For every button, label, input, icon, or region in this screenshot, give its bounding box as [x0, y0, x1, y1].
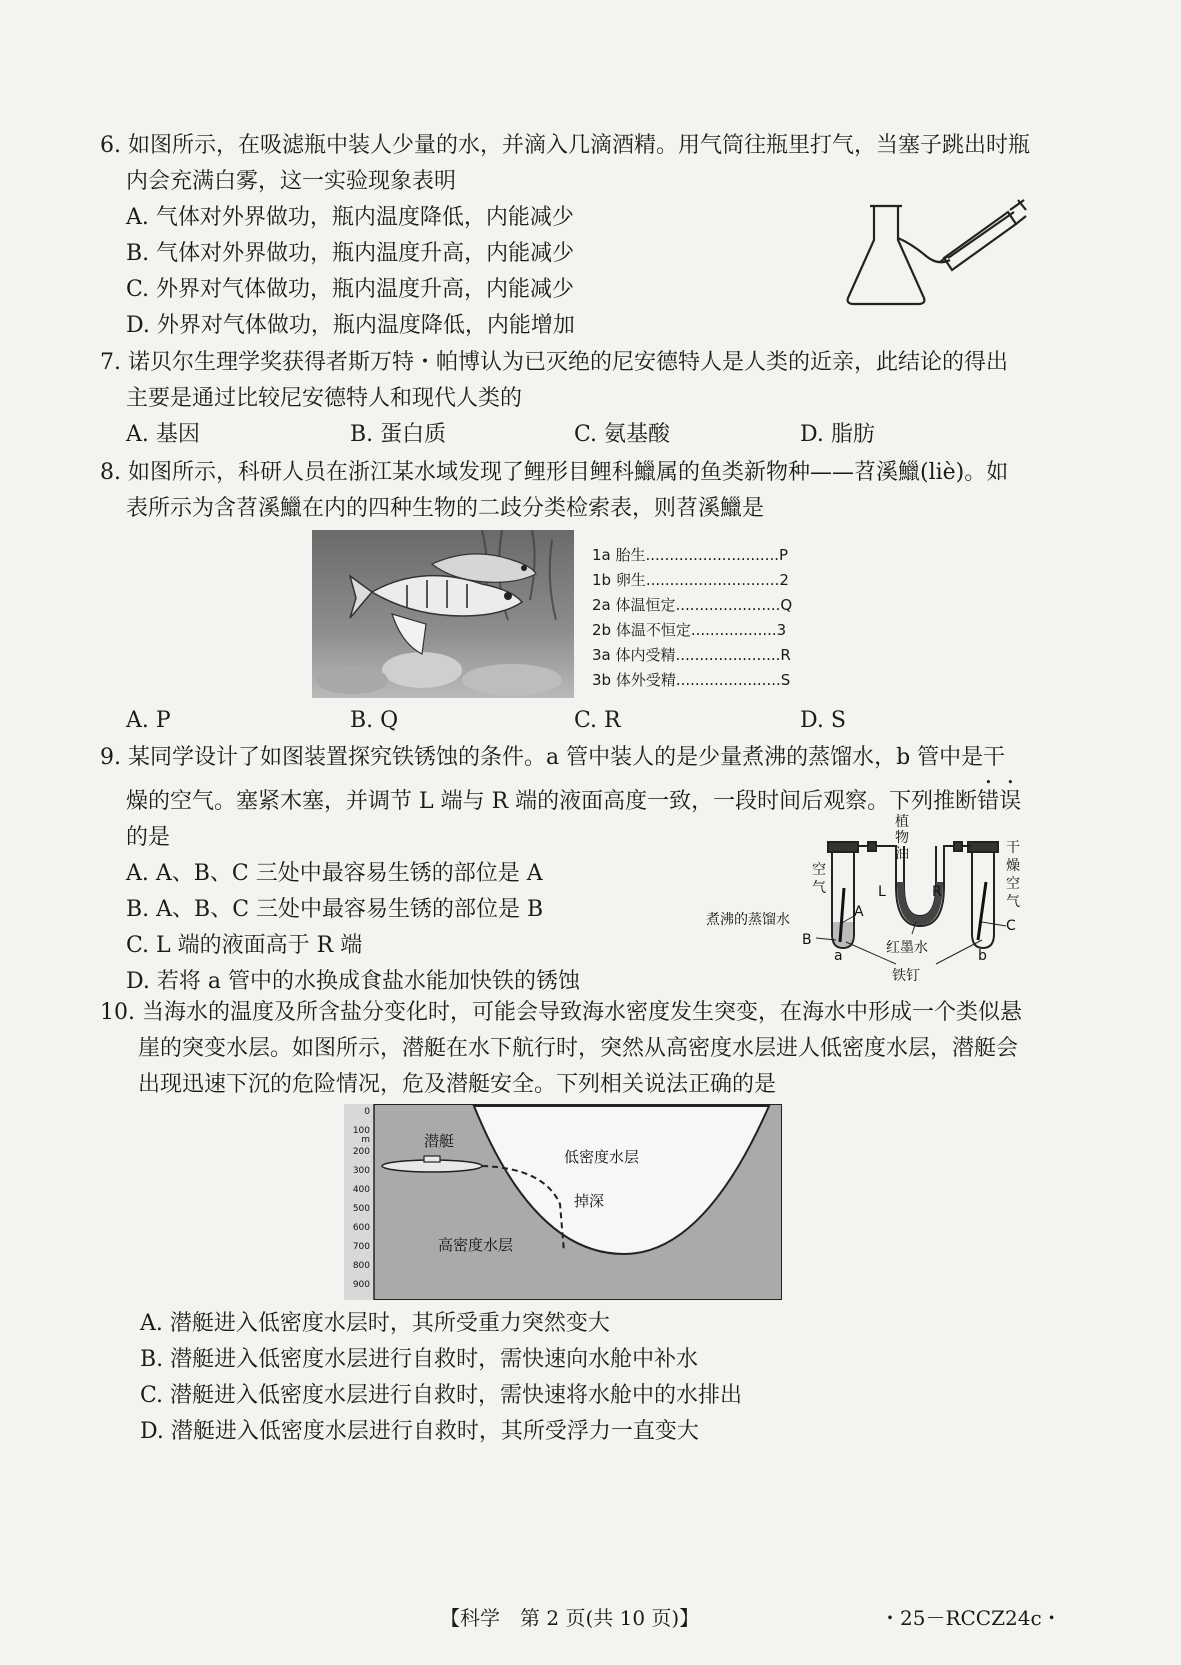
flask-icon	[848, 206, 950, 304]
pump-icon	[940, 200, 1026, 270]
q7-stem-line2: 主要是通过比较尼安德特人和现代人类的	[126, 386, 523, 411]
q9-option-c: C. L 端的液面高于 R 端	[126, 933, 363, 958]
label-tube-b: b	[978, 948, 987, 964]
q10-stem-line1: 10. 当海水的温度及所含盐分变化时，可能会导致海水密度发生突变，在海水中形成一个类似悬	[100, 1000, 1022, 1025]
label-tube-a: a	[834, 948, 843, 964]
q8-option-c: C. R	[574, 708, 621, 733]
nail-b-icon	[978, 882, 986, 940]
label-L: L	[878, 884, 886, 900]
q8-stem-line1: 8. 如图所示，科研人员在浙江某水域发现了鲤形目鲤科鱲属的鱼类新物种——苕溪鱲(liè)。如	[100, 460, 1009, 485]
key-line-3b: 3b 体外受精......................S	[592, 671, 791, 689]
page-footer-code: ・25－RCCZ24c・	[880, 1606, 1062, 1630]
label-dry-1: 干	[1006, 840, 1020, 856]
q7-option-b: B. 蛋白质	[350, 422, 447, 447]
q8-option-b: B. Q	[350, 708, 399, 733]
label-boiled-water: 煮沸的蒸馏水	[706, 912, 790, 928]
density-layer-diagram	[344, 1104, 782, 1300]
q7-option-a: A. 基因	[126, 422, 200, 447]
label-dry-4: 气	[1006, 894, 1020, 910]
q10-option-a: A. 潜艇进入低密度水层时，其所受重力突然变大	[140, 1311, 610, 1336]
q10-option-d: D. 潜艇进入低密度水层进行自救时，其所受浮力一直变大	[140, 1419, 699, 1444]
q9-stem-line1: 9. 某同学设计了如图装置探究铁锈蚀的条件。a 管中装人的是少量煮沸的蒸馏水，b 管中是干	[100, 745, 1006, 770]
depth-tick-600: 600	[352, 1223, 370, 1233]
label-nail: 铁钉	[892, 968, 920, 984]
label-oil-2: 物	[895, 830, 909, 846]
depth-tick-900: 900	[352, 1280, 370, 1290]
dichotomous-key	[592, 543, 792, 693]
depth-tick-200: 200	[352, 1147, 370, 1157]
page-footer-center: 【科学 第 2 页(共 10 页)】	[440, 1606, 700, 1630]
q6-stem-line1: 6. 如图所示，在吸滤瓶中装人少量的水，并滴入几滴酒精。用气筒往瓶里打气，当塞子跳出时瓶	[100, 133, 1030, 158]
question-7	[100, 345, 1061, 453]
label-R: R	[932, 884, 942, 900]
q10-stem-line3: 出现迅速下沉的危险情况，危及潜艇安全。下列相关说法正确的是	[138, 1072, 777, 1097]
q7-stem-line1: 7. 诺贝尔生理学奖获得者斯万特・帕博认为已灭绝的尼安德特人是人类的近亲，此结论的得出	[100, 350, 1008, 375]
label-red-ink: 红墨水	[886, 940, 928, 956]
q6-stem-line2: 内会充满白雾，这一实验现象表明	[126, 169, 457, 194]
q10-stem-line2: 崖的突变水层。如图所示，潜艇在水下航行时，突然从高密度水层进人低密度水层，潜艇会	[138, 1036, 1019, 1061]
q8-options	[100, 703, 1061, 739]
depth-tick-700: 700	[352, 1242, 370, 1252]
depth-unit: m	[361, 1135, 370, 1145]
q6-option-d: D. 外界对气体做功，瓶内温度降低，内能增加	[126, 313, 575, 338]
label-B: B	[802, 932, 812, 948]
fish-photo	[312, 530, 574, 698]
depth-tick-300: 300	[352, 1166, 370, 1176]
question-8	[100, 455, 1061, 527]
q6-option-c: C. 外界对气体做功，瓶内温度升高，内能减少	[126, 277, 575, 302]
label-A: A	[854, 904, 864, 920]
q10-options	[100, 1306, 1061, 1450]
q10-option-c: C. 潜艇进入低密度水层进行自救时，需快速将水舱中的水排出	[140, 1383, 743, 1408]
q8-option-d: D. S	[800, 708, 846, 733]
key-line-2b: 2b 体温不恒定..................3	[592, 621, 787, 639]
label-low-density: 低密度水层	[564, 1148, 640, 1166]
q9-emphasis-wrong: 错误	[977, 789, 1022, 814]
key-line-3a: 3a 体内受精......................R	[592, 646, 791, 664]
label-high-density: 高密度水层	[438, 1236, 514, 1254]
label-dry-2: 燥	[1006, 858, 1020, 874]
label-drop: 掉深	[574, 1192, 605, 1210]
q6-option-b: B. 气体对外界做功，瓶内温度升高，内能减少	[126, 241, 575, 266]
q9-stem-line3: 的是	[126, 825, 171, 850]
q9-stem-line2: 燥的空气。塞紧木塞，并调节 L 端与 R 端的液面高度一致，一段时间后观察。下列推断	[126, 789, 978, 814]
q10-option-b: B. 潜艇进入低密度水层进行自救时，需快速向水舱中补水	[140, 1347, 699, 1372]
key-line-1b: 1b 卵生............................2	[592, 571, 789, 589]
label-oil-1: 植	[895, 814, 909, 830]
depth-tick-400: 400	[352, 1185, 370, 1195]
label-dry-3: 空	[1006, 876, 1020, 892]
q7-option-d: D. 脂肪	[800, 422, 875, 447]
q6-option-a: A. 气体对外界做功，瓶内温度降低，内能减少	[126, 205, 574, 230]
q9-option-d: D. 若将 a 管中的水换成食盐水能加快铁的锈蚀	[126, 969, 580, 994]
depth-tick-0: 0	[364, 1107, 370, 1117]
depth-tick-800: 800	[352, 1261, 370, 1271]
question-10	[100, 995, 1071, 1103]
q6-flask-pump-figure	[840, 198, 1040, 308]
label-oil-3: 油	[895, 846, 909, 862]
label-air-2: 气	[812, 880, 826, 896]
depth-tick-100: 100	[352, 1126, 370, 1136]
depth-tick-500: 500	[352, 1204, 370, 1214]
iron-rust-apparatus	[706, 812, 1036, 988]
q8-option-a: A. P	[126, 708, 171, 733]
label-air-1: 空	[812, 862, 826, 878]
q9-option-b: B. A、B、C 三处中最容易生锈的部位是 B	[126, 897, 544, 922]
q8-stem-line2: 表所示为含苕溪鱲在内的四种生物的二歧分类检索表，则苕溪鱲是	[126, 496, 765, 521]
label-submarine: 潜艇	[424, 1132, 455, 1150]
label-C: C	[1006, 918, 1016, 934]
q7-option-c: C. 氨基酸	[574, 422, 671, 447]
q9-option-a: A. A、B、C 三处中最容易生锈的部位是 A	[126, 861, 543, 886]
key-line-2a: 2a 体温恒定......................Q	[592, 596, 793, 614]
key-line-1a: 1a 胎生............................P	[592, 546, 789, 564]
